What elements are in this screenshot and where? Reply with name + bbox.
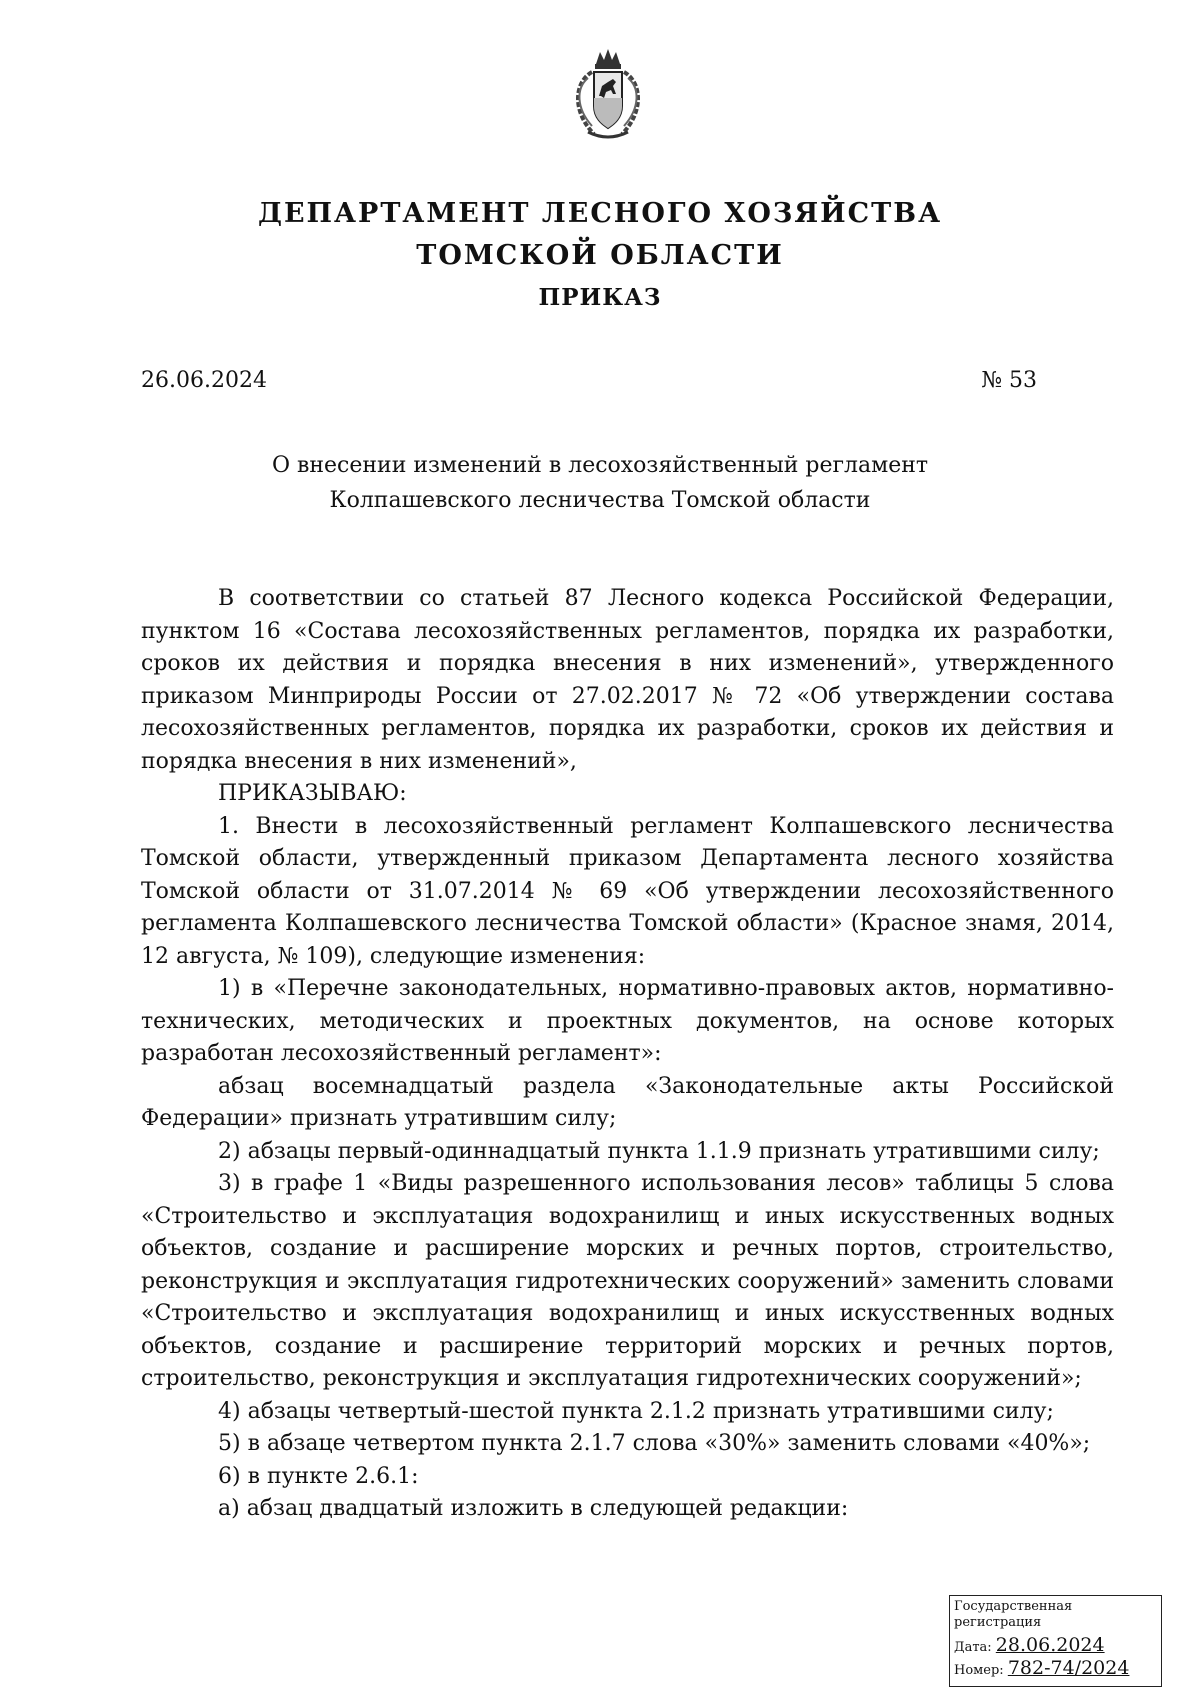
body-paragraph: абзац восемнадцатый раздела «Законодательные акты Российской Федерации» признать утратившим силу; bbox=[141, 1073, 1114, 1131]
document-body bbox=[141, 583, 1114, 1526]
department-name-line2: ТОМСКОЙ ОБЛАСТИ bbox=[416, 240, 784, 271]
body-paragraph: 5) в абзаце четвертом пункта 2.1.7 слова «30%» заменить словами «40%»; bbox=[218, 1431, 1091, 1456]
document-title-line2: Колпашевского лесничества Томской области bbox=[329, 488, 871, 513]
document-number: № 53 bbox=[981, 368, 1037, 393]
document-date: 26.06.2024 bbox=[141, 368, 267, 393]
body-paragraph: 3) в графе 1 «Виды разрешенного использования лесов» таблицы 5 слова «Строительство и эксплуатация водохранилищ и иных искусственных водных объектов, создание и расширение морских и речных портов, строительство, реконструкция и эксплуатация гидротехнических сооружений» заменить словами «Строительство и эксплуатация водохранилищ и иных искусственных водных объектов, создание и расширение территорий морских и речных портов, строительство, реконструкция и эксплуатация гидротехнических сооружений»; bbox=[141, 1171, 1114, 1391]
body-paragraph: 4) абзацы четвертый-шестой пункта 2.1.2 признать утратившими силу; bbox=[218, 1398, 1054, 1424]
document-title-line1: О внесении изменений в лесохозяйственный регламент bbox=[271, 453, 929, 478]
body-paragraph: 1) в «Перечне законодательных, нормативно-правовых актов, нормативно-технических, методических и проектных документов, на основе которых разработан лесохозяйственный регламент»: bbox=[141, 976, 1114, 1066]
body-paragraph: а) абзац двадцатый изложить в следующей редакции: bbox=[218, 1496, 849, 1521]
body-paragraph: 1. Внести в лесохозяйственный регламент Колпашевского лесничества Томской области, утвержденный приказом Департамента лесного хозяйства Томской области от 31.07.2014 № 69 «Об утверждении лесохозяйственного регламента Колпашевского лесничества Томской области» (Красное знамя, 2014, 12 августа, № 109), следующие изменения: bbox=[141, 813, 1114, 969]
coat-of-arms-emblem bbox=[566, 46, 650, 144]
registration-stamp bbox=[949, 1595, 1162, 1687]
body-paragraph: 6) в пункте 2.6.1: bbox=[218, 1463, 419, 1489]
registration-number-row bbox=[954, 1657, 1157, 1681]
body-paragraph: В соответствии со статьей 87 Лесного кодекса Российской Федерации, пунктом 16 «Состава лесохозяйственных регламентов, порядка их разработки, сроков их действия и порядка внесения в них изменений», утвержденного приказом Минприроды России от 27.02.2017 № 72 «Об утверждении состава лесохозяйственных регламентов, порядка их разработки, сроков их действия и порядка внесения в них изменений», bbox=[141, 586, 1114, 774]
department-name-line1: ДЕПАРТАМЕНТ ЛЕСНОГО ХОЗЯЙСТВА bbox=[257, 198, 943, 229]
registration-number-value: 782-74/2024 bbox=[1007, 1657, 1130, 1680]
registration-caption: Государственная регистрация bbox=[954, 1599, 1073, 1631]
body-paragraph: ПРИКАЗЫВАЮ: bbox=[218, 781, 407, 806]
registration-date-label: Дата: bbox=[954, 1639, 992, 1655]
registration-date-value: 28.06.2024 bbox=[995, 1633, 1105, 1656]
registration-number-label: Номер: bbox=[954, 1663, 1004, 1679]
body-paragraph: 2) абзацы первый-одиннадцатый пункта 1.1.9 признать утратившими силу; bbox=[218, 1138, 1100, 1164]
registration-date-row bbox=[954, 1634, 1157, 1658]
document-type: ПРИКАЗ bbox=[538, 284, 662, 311]
